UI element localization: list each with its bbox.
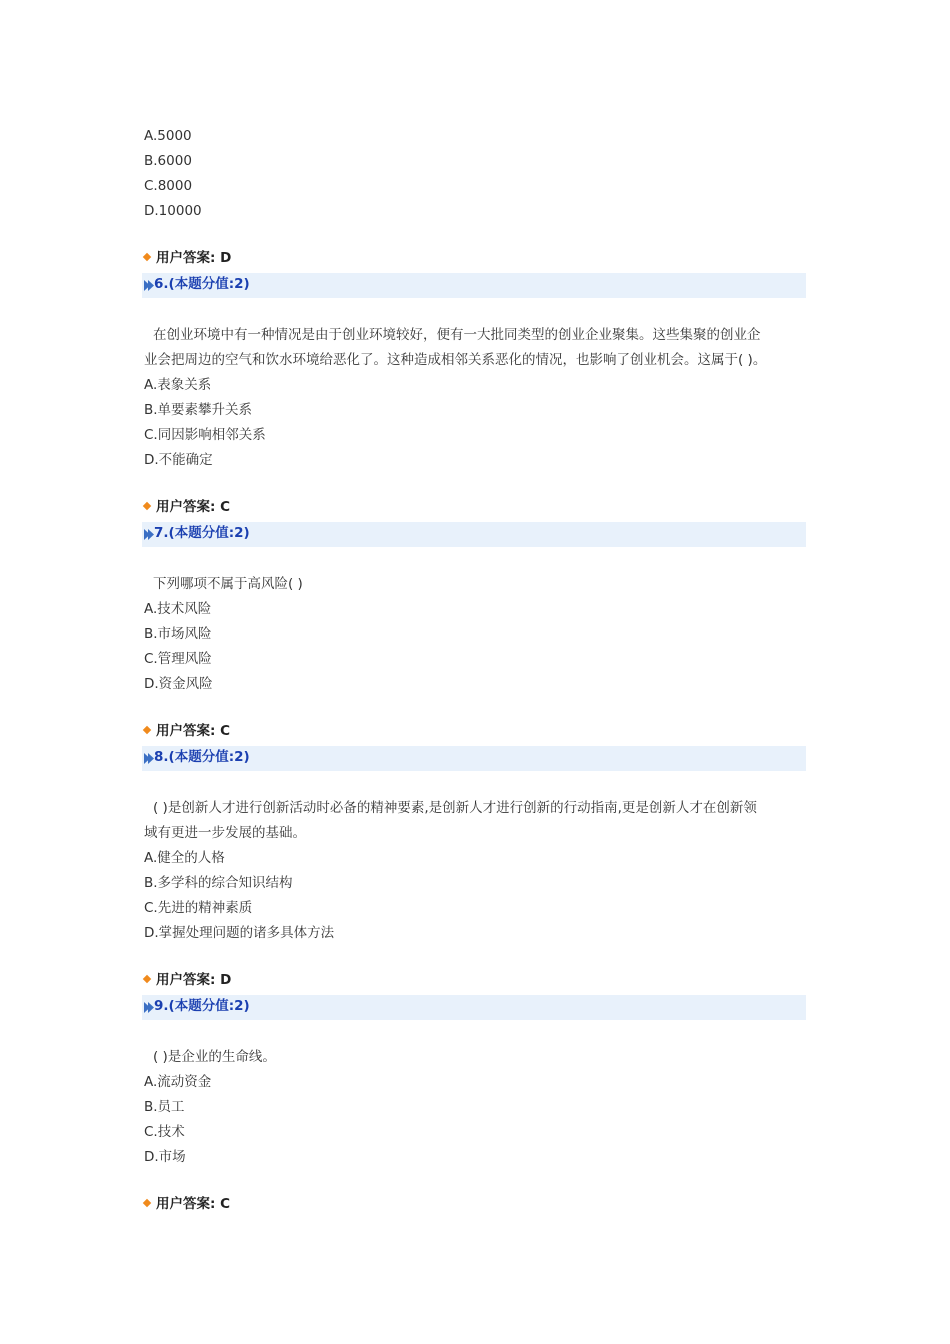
- option-d: D.掌握处理问题的诸多具体方法: [144, 925, 335, 941]
- user-answer: 用户答案: C: [142, 722, 230, 740]
- question-header: [142, 273, 806, 298]
- option-d: D.不能确定: [144, 452, 213, 468]
- question-header: [142, 995, 806, 1020]
- diamond-bullet-icon: [143, 502, 151, 510]
- question-stem-line: ( )是企业的生命线。: [153, 1049, 276, 1065]
- diamond-bullet-icon: [143, 726, 151, 734]
- question-title: 8.(本题分值:2): [154, 749, 250, 765]
- option-b: B.员工: [144, 1099, 185, 1115]
- user-answer: 用户答案: D: [142, 249, 231, 267]
- option-b: B.单要素攀升关系: [144, 402, 253, 418]
- question-title: 6.(本题分值:2): [154, 276, 250, 292]
- question-stem-line: 下列哪项不属于高风险( ): [153, 576, 303, 592]
- question-stem: [144, 1045, 809, 1070]
- option-a: A.技术风险: [144, 601, 212, 617]
- user-answer: 用户答案: C: [142, 1195, 230, 1213]
- user-answer: 用户答案: C: [142, 498, 230, 516]
- option-d: D.市场: [144, 1149, 186, 1165]
- option-d: D.资金风险: [144, 676, 213, 692]
- option-a: A.表象关系: [144, 377, 212, 393]
- option-a: A.健全的人格: [144, 850, 225, 866]
- option-a: A.5000: [144, 128, 192, 144]
- question-stem-line: 在创业环境中有一种情况是由于创业环境较好，便有一大批同类型的创业企业聚集。这些集聚的创业企: [153, 327, 761, 343]
- option-d: D.10000: [144, 203, 202, 219]
- option-c: C.技术: [144, 1124, 185, 1140]
- question-stem: [144, 572, 809, 597]
- question-header: [142, 522, 806, 547]
- option-b: B.多学科的综合知识结构: [144, 875, 293, 891]
- question-stem-line: 域有更进一步发展的基础。: [144, 825, 306, 841]
- option-c: C.同因影响相邻关系: [144, 427, 266, 443]
- option-c: C.先进的精神素质: [144, 900, 253, 916]
- question-stem: [144, 796, 809, 846]
- option-c: C.管理风险: [144, 651, 212, 667]
- diamond-bullet-icon: [143, 253, 151, 261]
- user-answer: 用户答案: D: [142, 971, 231, 989]
- diamond-bullet-icon: [143, 1199, 151, 1207]
- option-a: A.流动资金: [144, 1074, 212, 1090]
- diamond-bullet-icon: [143, 975, 151, 983]
- option-b: B.6000: [144, 153, 192, 169]
- question-stem: [144, 323, 809, 373]
- option-b: B.市场风险: [144, 626, 212, 642]
- question-header: [142, 746, 806, 771]
- question-title: 7.(本题分值:2): [154, 525, 250, 541]
- option-c: C.8000: [144, 178, 193, 194]
- question-stem-line: 业会把周边的空气和饮水环境给恶化了。这种造成相邻关系恶化的情况，也影响了创业机会。这属于( )。: [144, 352, 767, 368]
- question-title: 9.(本题分值:2): [154, 998, 250, 1014]
- question-stem-line: ( )是创新人才进行创新活动时必备的精神要素,是创新人才进行创新的行动指南,更是创新人才在创新领: [153, 800, 757, 816]
